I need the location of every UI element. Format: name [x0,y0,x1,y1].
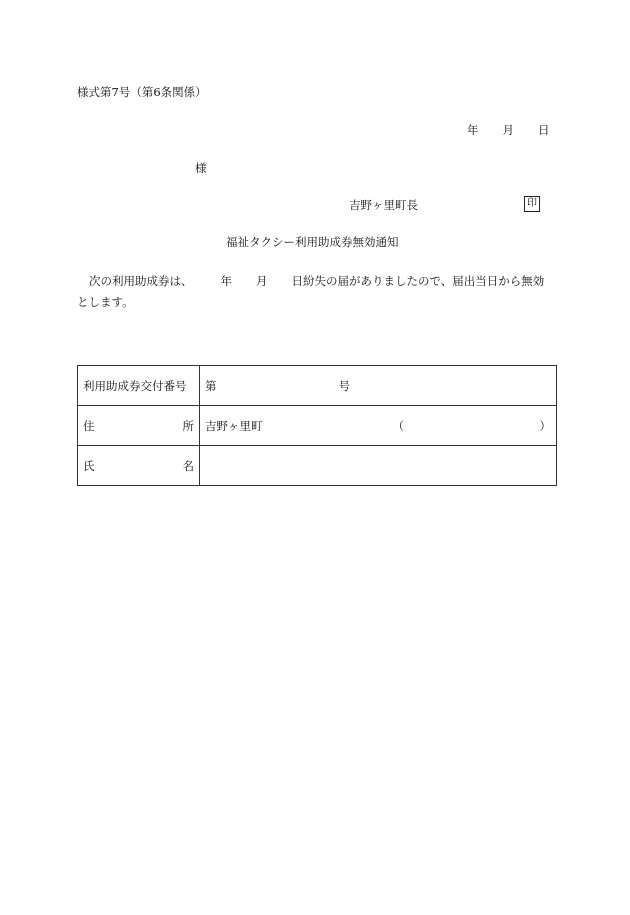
table-row [78,366,557,406]
date-day-label: 日 [538,123,550,137]
ticket-number-cell[interactable] [200,366,557,406]
body-text-line2: とします。 [77,295,134,309]
address-cell[interactable] [200,406,557,446]
issuer-name: 吉野ヶ里町長 [349,198,418,212]
ticket-number-suffix: 号 [338,378,350,393]
address-label-end: 所 [182,418,194,433]
address-label [78,406,200,446]
seal-mark: 印 [524,196,540,212]
ticket-number-label: 利用助成券交付番号 [78,366,200,406]
addressee-honorific: 様 [195,161,207,175]
name-cell[interactable] [200,446,557,486]
name-label [78,446,200,486]
body-month-label: 月 [256,274,268,288]
date-month-label: 月 [502,123,514,137]
address-paren-open: （ [392,418,404,433]
document-title: 福祉タクシー利用助成券無効通知 [226,235,399,249]
table-row [78,446,557,486]
date-year-label: 年 [467,123,479,137]
address-label-start: 住 [83,418,95,433]
body-year-label: 年 [220,274,232,288]
ticket-number-prefix: 第 [205,378,217,393]
date-line [467,122,550,138]
name-label-end: 名 [182,458,194,473]
body-text [77,271,557,313]
address-town: 吉野ヶ里町 [205,418,263,433]
info-table [77,365,557,486]
table-row [78,406,557,446]
form-number: 様式第7号（第6条関係） [77,85,207,99]
name-label-start: 氏 [83,458,95,473]
address-paren-close: ） [539,418,551,433]
body-text-part1: 次の利用助成券は、 [89,274,193,288]
body-text-part2: 日紛失の届がありましたので、届出当日から無効 [291,274,545,288]
